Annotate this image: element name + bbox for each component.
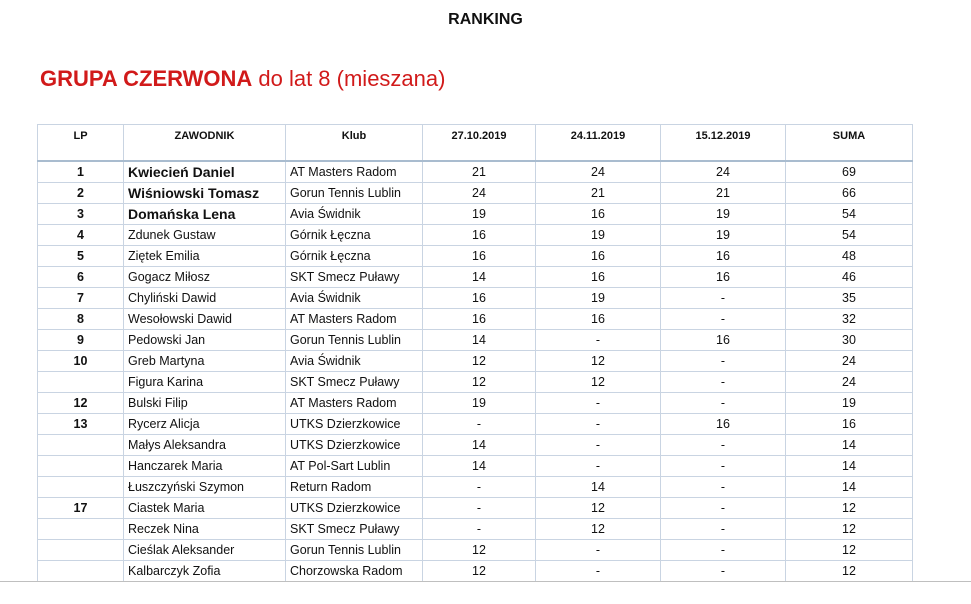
table-row [38,225,913,246]
cell-lp: 5 [38,246,124,267]
cell-player-name: Greb Martyna [124,351,286,372]
table-row [38,561,913,582]
header-date-3: 15.12.2019 [661,125,786,162]
cell-lp: 1 [38,161,124,183]
table-row [38,183,913,204]
cell-club: Gorun Tennis Lublin [286,330,423,351]
cell-points-15-12-2019: - [661,498,786,519]
cell-points-27-10-2019: 16 [423,309,536,330]
cell-points-27-10-2019: 14 [423,330,536,351]
cell-player-name: Wesołowski Dawid [124,309,286,330]
cell-points-15-12-2019: 19 [661,204,786,225]
cell-points-27-10-2019: 14 [423,267,536,288]
cell-player-name: Ciastek Maria [124,498,286,519]
group-title [40,66,445,92]
cell-points-15-12-2019: - [661,372,786,393]
cell-points-15-12-2019: 16 [661,267,786,288]
cell-club: AT Masters Radom [286,309,423,330]
group-title-subtitle: do lat 8 (mieszana) [252,66,446,91]
cell-lp: 13 [38,414,124,435]
header-player: ZAWODNIK [124,125,286,162]
cell-lp: 9 [38,330,124,351]
cell-player-name: Rycerz Alicja [124,414,286,435]
table-row [38,414,913,435]
cell-club: SKT Smecz Puławy [286,519,423,540]
cell-sum: 14 [786,456,913,477]
cell-club: Avia Świdnik [286,204,423,225]
table-row [38,246,913,267]
cell-sum: 14 [786,477,913,498]
header-sum: SUMA [786,125,913,162]
cell-points-27-10-2019: 21 [423,161,536,183]
cell-sum: 14 [786,435,913,456]
cell-points-24-11-2019: 19 [536,225,661,246]
header-club: Klub [286,125,423,162]
cell-points-27-10-2019: 16 [423,288,536,309]
cell-lp: 4 [38,225,124,246]
header-date-2: 24.11.2019 [536,125,661,162]
cell-club: Gorun Tennis Lublin [286,183,423,204]
cell-lp: 2 [38,183,124,204]
table-row [38,456,913,477]
table-row [38,435,913,456]
cell-points-27-10-2019: 12 [423,561,536,582]
table-row [38,161,913,183]
cell-lp [38,372,124,393]
cell-player-name: Gogacz Miłosz [124,267,286,288]
cell-player-name: Ziętek Emilia [124,246,286,267]
cell-points-24-11-2019: - [536,540,661,561]
page-edge-divider [0,581,971,582]
cell-points-27-10-2019: - [423,519,536,540]
cell-lp: 6 [38,267,124,288]
cell-points-24-11-2019: 16 [536,204,661,225]
cell-sum: 12 [786,519,913,540]
cell-points-24-11-2019: 12 [536,498,661,519]
cell-points-27-10-2019: - [423,498,536,519]
cell-sum: 48 [786,246,913,267]
cell-points-15-12-2019: 16 [661,414,786,435]
cell-club: AT Masters Radom [286,161,423,183]
cell-club: Chorzowska Radom [286,561,423,582]
cell-points-24-11-2019: - [536,561,661,582]
cell-points-27-10-2019: 12 [423,372,536,393]
cell-sum: 54 [786,225,913,246]
cell-lp [38,477,124,498]
cell-club: Gorun Tennis Lublin [286,540,423,561]
cell-points-24-11-2019: 12 [536,519,661,540]
table-row [38,351,913,372]
cell-club: AT Pol-Sart Lublin [286,456,423,477]
cell-sum: 35 [786,288,913,309]
cell-club: AT Masters Radom [286,393,423,414]
cell-points-27-10-2019: 24 [423,183,536,204]
cell-player-name: Figura Karina [124,372,286,393]
cell-sum: 12 [786,498,913,519]
cell-sum: 30 [786,330,913,351]
cell-points-15-12-2019: - [661,456,786,477]
cell-player-name: Cieślak Aleksander [124,540,286,561]
cell-club: Avia Świdnik [286,288,423,309]
cell-points-15-12-2019: - [661,435,786,456]
cell-points-27-10-2019: - [423,477,536,498]
cell-lp: 7 [38,288,124,309]
cell-sum: 32 [786,309,913,330]
table-row [38,519,913,540]
cell-lp: 3 [38,204,124,225]
cell-points-24-11-2019: - [536,414,661,435]
group-title-name: GRUPA CZERWONA [40,66,253,91]
cell-lp [38,519,124,540]
cell-points-24-11-2019: 16 [536,246,661,267]
cell-points-27-10-2019: - [423,414,536,435]
cell-points-24-11-2019: 19 [536,288,661,309]
cell-player-name: Kwiecień Daniel [124,161,286,183]
table-row [38,330,913,351]
cell-points-24-11-2019: 16 [536,309,661,330]
cell-sum: 19 [786,393,913,414]
cell-player-name: Wiśniowski Tomasz [124,183,286,204]
cell-player-name: Kalbarczyk Zofia [124,561,286,582]
header-date-1: 27.10.2019 [423,125,536,162]
cell-points-27-10-2019: 19 [423,204,536,225]
cell-club: SKT Smecz Puławy [286,372,423,393]
table-row [38,288,913,309]
cell-club: Górnik Łęczna [286,225,423,246]
cell-sum: 69 [786,161,913,183]
cell-points-24-11-2019: - [536,456,661,477]
cell-points-24-11-2019: 12 [536,372,661,393]
table-row [38,372,913,393]
cell-points-15-12-2019: - [661,309,786,330]
cell-points-24-11-2019: - [536,330,661,351]
cell-points-15-12-2019: - [661,351,786,372]
cell-points-27-10-2019: 12 [423,540,536,561]
cell-player-name: Chyliński Dawid [124,288,286,309]
cell-club: Górnik Łęczna [286,246,423,267]
cell-lp: 12 [38,393,124,414]
cell-player-name: Małys Aleksandra [124,435,286,456]
cell-player-name: Pedowski Jan [124,330,286,351]
cell-club: Avia Świdnik [286,351,423,372]
cell-lp [38,561,124,582]
cell-points-15-12-2019: 24 [661,161,786,183]
cell-lp: 17 [38,498,124,519]
cell-points-15-12-2019: 19 [661,225,786,246]
cell-sum: 66 [786,183,913,204]
table-row [38,309,913,330]
cell-points-15-12-2019: - [661,477,786,498]
cell-points-24-11-2019: 21 [536,183,661,204]
cell-points-24-11-2019: 24 [536,161,661,183]
cell-club: UTKS Dzierzkowice [286,414,423,435]
cell-sum: 24 [786,372,913,393]
cell-sum: 24 [786,351,913,372]
cell-lp [38,540,124,561]
header-row [38,125,913,162]
cell-points-15-12-2019: 21 [661,183,786,204]
cell-player-name: Bulski Filip [124,393,286,414]
cell-lp [38,435,124,456]
cell-club: Return Radom [286,477,423,498]
table-row [38,393,913,414]
table-row [38,498,913,519]
cell-points-27-10-2019: 16 [423,246,536,267]
cell-points-15-12-2019: 16 [661,246,786,267]
cell-club: UTKS Dzierzkowice [286,435,423,456]
cell-club: UTKS Dzierzkowice [286,498,423,519]
cell-player-name: Reczek Nina [124,519,286,540]
table-row [38,204,913,225]
cell-sum: 54 [786,204,913,225]
cell-sum: 12 [786,540,913,561]
table-row [38,477,913,498]
table-row [38,267,913,288]
header-lp: LP [38,125,124,162]
cell-points-15-12-2019: - [661,519,786,540]
cell-points-27-10-2019: 14 [423,456,536,477]
cell-points-15-12-2019: 16 [661,330,786,351]
cell-points-15-12-2019: - [661,288,786,309]
cell-points-24-11-2019: - [536,393,661,414]
cell-points-24-11-2019: 14 [536,477,661,498]
cell-points-27-10-2019: 14 [423,435,536,456]
cell-lp: 10 [38,351,124,372]
cell-points-15-12-2019: - [661,393,786,414]
cell-player-name: Łuszczyński Szymon [124,477,286,498]
cell-lp: 8 [38,309,124,330]
ranking-table [37,124,913,582]
cell-player-name: Hanczarek Maria [124,456,286,477]
cell-player-name: Zdunek Gustaw [124,225,286,246]
cell-points-24-11-2019: - [536,435,661,456]
cell-points-27-10-2019: 16 [423,225,536,246]
cell-points-24-11-2019: 12 [536,351,661,372]
cell-sum: 46 [786,267,913,288]
cell-points-27-10-2019: 19 [423,393,536,414]
cell-sum: 12 [786,561,913,582]
cell-points-24-11-2019: 16 [536,267,661,288]
document-title: RANKING [448,11,523,28]
cell-points-27-10-2019: 12 [423,351,536,372]
table-row [38,540,913,561]
cell-points-15-12-2019: - [661,561,786,582]
cell-lp [38,456,124,477]
cell-sum: 16 [786,414,913,435]
cell-club: SKT Smecz Puławy [286,267,423,288]
cell-player-name: Domańska Lena [124,204,286,225]
cell-points-15-12-2019: - [661,540,786,561]
